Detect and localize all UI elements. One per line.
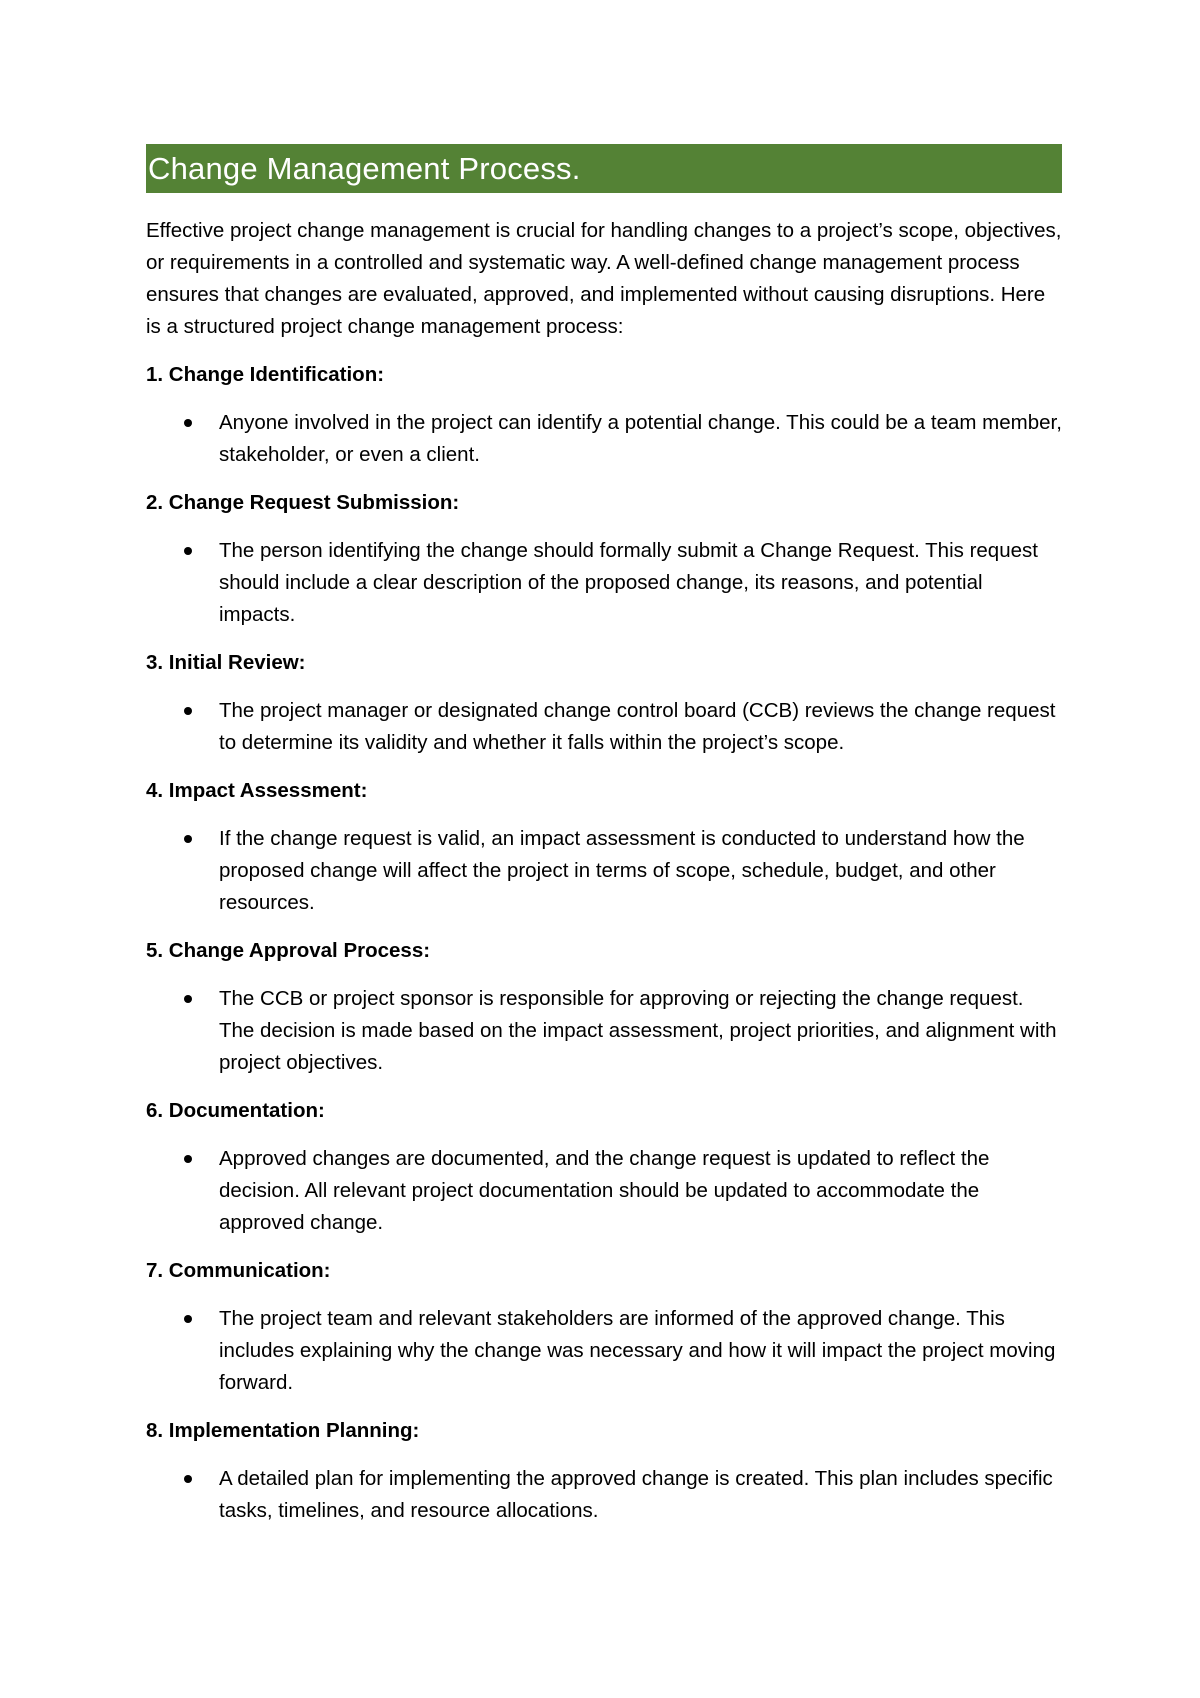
bullet-icon (184, 995, 192, 1003)
document-page (146, 144, 1062, 1527)
section-heading: 5. Change Approval Process: (146, 939, 431, 962)
list-item (146, 695, 1062, 759)
section-3 (146, 647, 1062, 759)
list-item (146, 1463, 1062, 1527)
section-heading: 8. Implementation Planning: (146, 1419, 420, 1442)
bullet-text: Approved changes are documented, and the change request is updated to reflect the decision. All relevant project documentation should be updated to accommodate the approved change. (219, 1147, 990, 1234)
section-heading: 3. Initial Review: (146, 651, 306, 674)
bullet-list (146, 1463, 1062, 1527)
section-heading: 2. Change Request Submission: (146, 491, 460, 514)
list-item (146, 983, 1062, 1079)
list-item (146, 535, 1062, 631)
section-heading: 7. Communication: (146, 1259, 331, 1282)
bullet-icon (184, 835, 192, 843)
bullet-text: A detailed plan for implementing the approved change is created. This plan includes specific tasks, timelines, and resource allocations. (219, 1467, 1053, 1522)
bullet-text: If the change request is valid, an impact assessment is conducted to understand how the proposed change will affect the project in terms of scope, schedule, budget, and other resources. (219, 827, 1025, 914)
bullet-icon (184, 1155, 192, 1163)
bullet-text: The project manager or designated change control board (CCB) reviews the change request to determine its validity and whether it falls within the project’s scope. (219, 699, 1056, 754)
bullet-icon (184, 707, 192, 715)
bullet-list (146, 983, 1062, 1079)
section-heading: 4. Impact Assessment: (146, 779, 368, 802)
list-item (146, 1303, 1062, 1399)
list-item (146, 407, 1062, 471)
bullet-list (146, 695, 1062, 759)
bullet-icon (184, 1475, 192, 1483)
title-bar (146, 144, 1062, 193)
section-2 (146, 487, 1062, 631)
section-6 (146, 1095, 1062, 1239)
document-title: Change Management Process. (148, 151, 581, 186)
bullet-text: The person identifying the change should formally submit a Change Request. This request should include a clear description of the proposed change, its reasons, and potential impacts. (219, 539, 1038, 626)
bullet-list (146, 407, 1062, 471)
list-item (146, 1143, 1062, 1239)
section-7 (146, 1255, 1062, 1399)
section-4 (146, 775, 1062, 919)
bullet-icon (184, 547, 192, 555)
bullet-icon (184, 419, 192, 427)
section-heading: 6. Documentation: (146, 1099, 325, 1122)
bullet-text: The project team and relevant stakeholders are informed of the approved change. This includes explaining why the change was necessary and how it will impact the project moving forward. (219, 1307, 1056, 1394)
section-heading: 1. Change Identification: (146, 363, 385, 386)
bullet-list (146, 535, 1062, 631)
bullet-text: Anyone involved in the project can identify a potential change. This could be a team member, stakeholder, or even a client. (219, 411, 1062, 466)
bullet-list (146, 1143, 1062, 1239)
intro-paragraph: Effective project change management is crucial for handling changes to a project’s scope, objectives, or requirements in a controlled and systematic way. A well-defined change management process ensures that changes are evaluated, approved, and implemented without causing disruptions. Here is a structured project change management process: (146, 219, 1062, 338)
section-8 (146, 1415, 1062, 1527)
bullet-list (146, 1303, 1062, 1399)
bullet-list (146, 823, 1062, 919)
section-5 (146, 935, 1062, 1079)
bullet-icon (184, 1315, 192, 1323)
list-item (146, 823, 1062, 919)
section-1 (146, 359, 1062, 471)
bullet-text: The CCB or project sponsor is responsible for approving or rejecting the change request. The decision is made based on the impact assessment, project priorities, and alignment with project objectives. (219, 987, 1057, 1074)
